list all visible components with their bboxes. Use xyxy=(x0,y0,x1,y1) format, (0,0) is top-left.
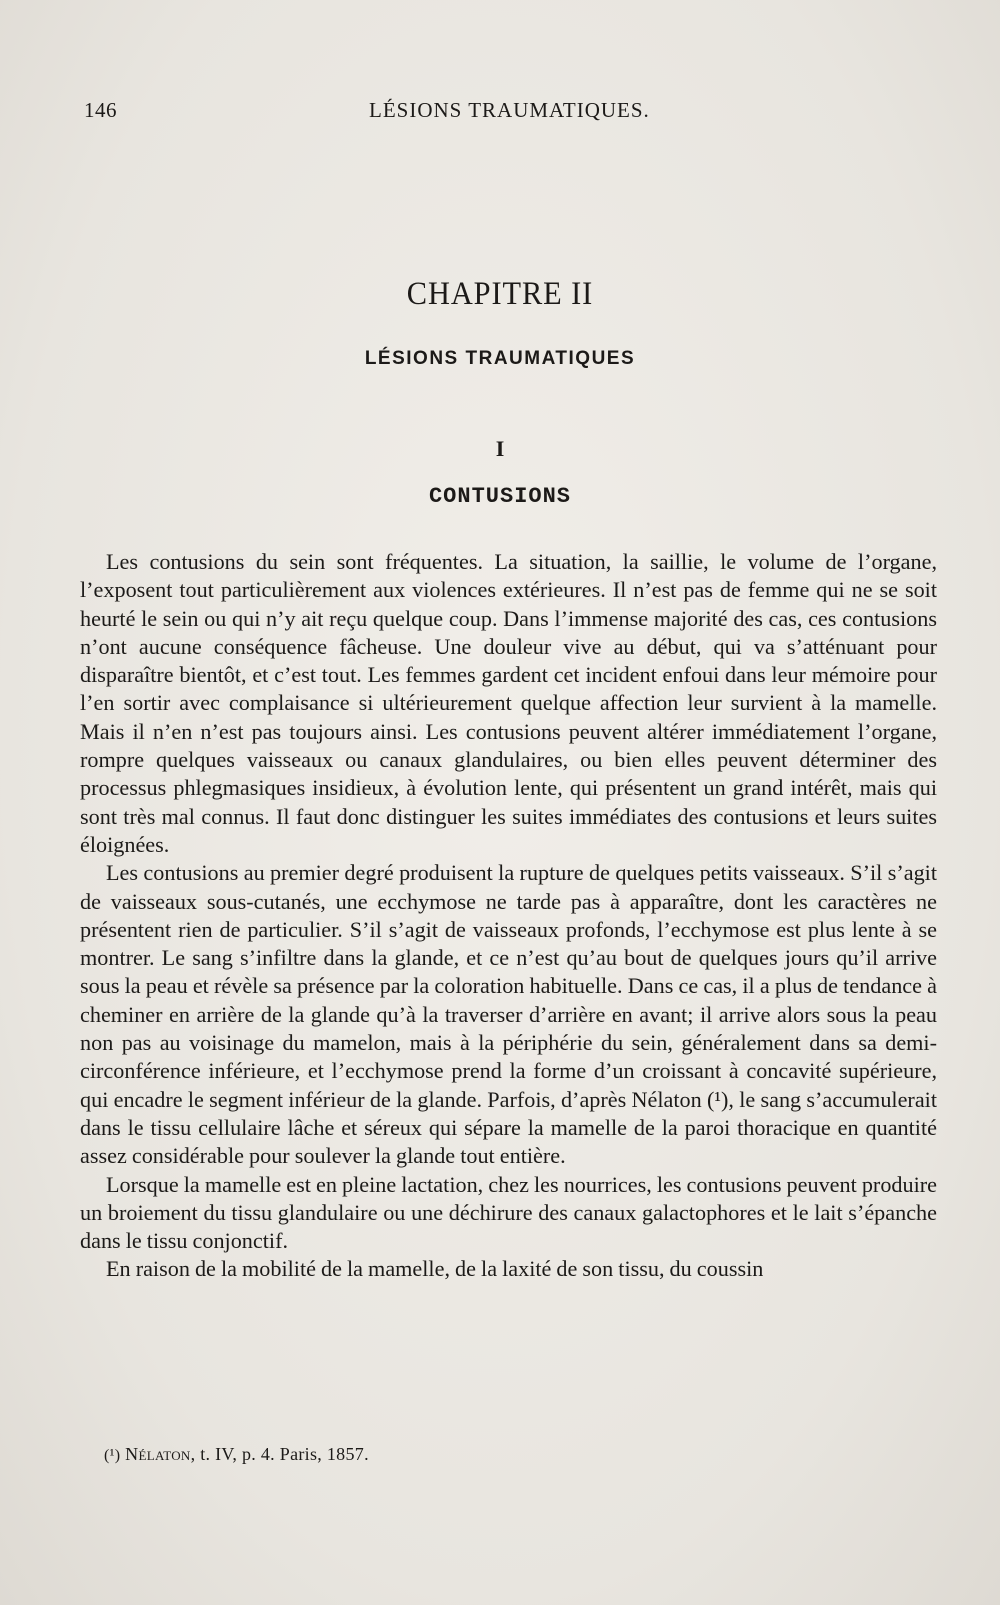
paragraph: Lorsque la mamelle est en pleine lactation, chez les nourrices, les contusions peuvent produire un broiement du tissu glandulaire ou une déchirure des canaux galactophores et le lait s’épanche dans le tissu conjonctif. xyxy=(80,1171,937,1254)
section-number: I xyxy=(495,436,505,461)
paragraph: Les contusions au premier degré produisent la rupture de quelques petits vaisseaux. S’il s’agit de vaisseaux sous-cutanés, une ecchymose ne tarde pas à apparaître, dont les caractères ne présentent rien de particulier. S’il s’agit de vaisseaux profonds, l’ecchymose est plus lente à se montrer. Le sang s’infiltre dans la glande, et ce n’est qu’au bout de quelques jours qu’il arrive sous la peau et révèle sa présence par la coloration habituelle. Dans ce cas, il a plus de tendance à cheminer en arrière de la glande qu’à la traverser d’arrière en avant; il arrive alors sous la peau non pas au voisinage du mamelon, mais à la périphérie du sein, généralement dans sa demi-circonférence inférieure, et l’ecchymose prend la forme d’un croissant à concavité supérieure, qui encadre le segment inférieur de la glande. Parfois, d’après Nélaton (¹), le sang s’accumulerait dans le tissu cellulaire lâche et séreux qui sépare la mamelle de la paroi thoracique en quantité assez considérable pour soulever la glande tout entière. xyxy=(80,860,937,1169)
paragraph: Les contusions du sein sont fréquentes. La situation, la saillie, le volume de l’organe, l’exposent tout particulièrement aux violences extérieures. Il n’est pas de femme qui ne se soit heurté le sein ou qui n’y ait reçu quelque coup. Dans l’immense majorité des cas, ces contusions n’ont aucune conséquence fâcheuse. Une douleur vive au début, qui va s’atténuant pour disparaître bientôt, et c’est tout. Les femmes gardent cet incident enfoui dans leur mémoire pour l’en sortir avec complaisance si ultérieurement quelque affection leur survient à la mamelle. Mais il n’en n’est pas toujours ainsi. Les contusions peuvent altérer immédiatement l’organe, rompre quelques vaisseaux ou canaux glandulaires, ou bien elles peuvent déterminer des processus phlegmasiques insidieux, à évolution lente, qui présentent un grand intérêt, mais qui sont très mal connus. Il faut donc distinguer les suites immédiates des contusions et leurs suites éloignées. xyxy=(80,549,937,857)
paragraph: En raison de la mobilité de la mamelle, de la laxité de son tissu, du coussin xyxy=(106,1256,764,1282)
chapter-subtitle: LÉSIONS TRAUMATIQUES xyxy=(364,348,636,369)
running-header xyxy=(84,98,944,128)
footnote-mark: (¹) xyxy=(104,1447,121,1464)
page-number: 146 xyxy=(84,98,117,122)
footnote-author: Nélaton, xyxy=(125,1444,196,1464)
section-title: CONTUSIONS xyxy=(428,484,572,509)
body-text xyxy=(80,548,937,1284)
chapter-title: CHAPITRE II xyxy=(406,276,594,312)
footnote-reference: t. IV, p. 4. Paris, 1857. xyxy=(200,1444,369,1464)
running-title: LÉSIONS TRAUMATIQUES. xyxy=(369,98,650,122)
footnote xyxy=(104,1444,369,1465)
